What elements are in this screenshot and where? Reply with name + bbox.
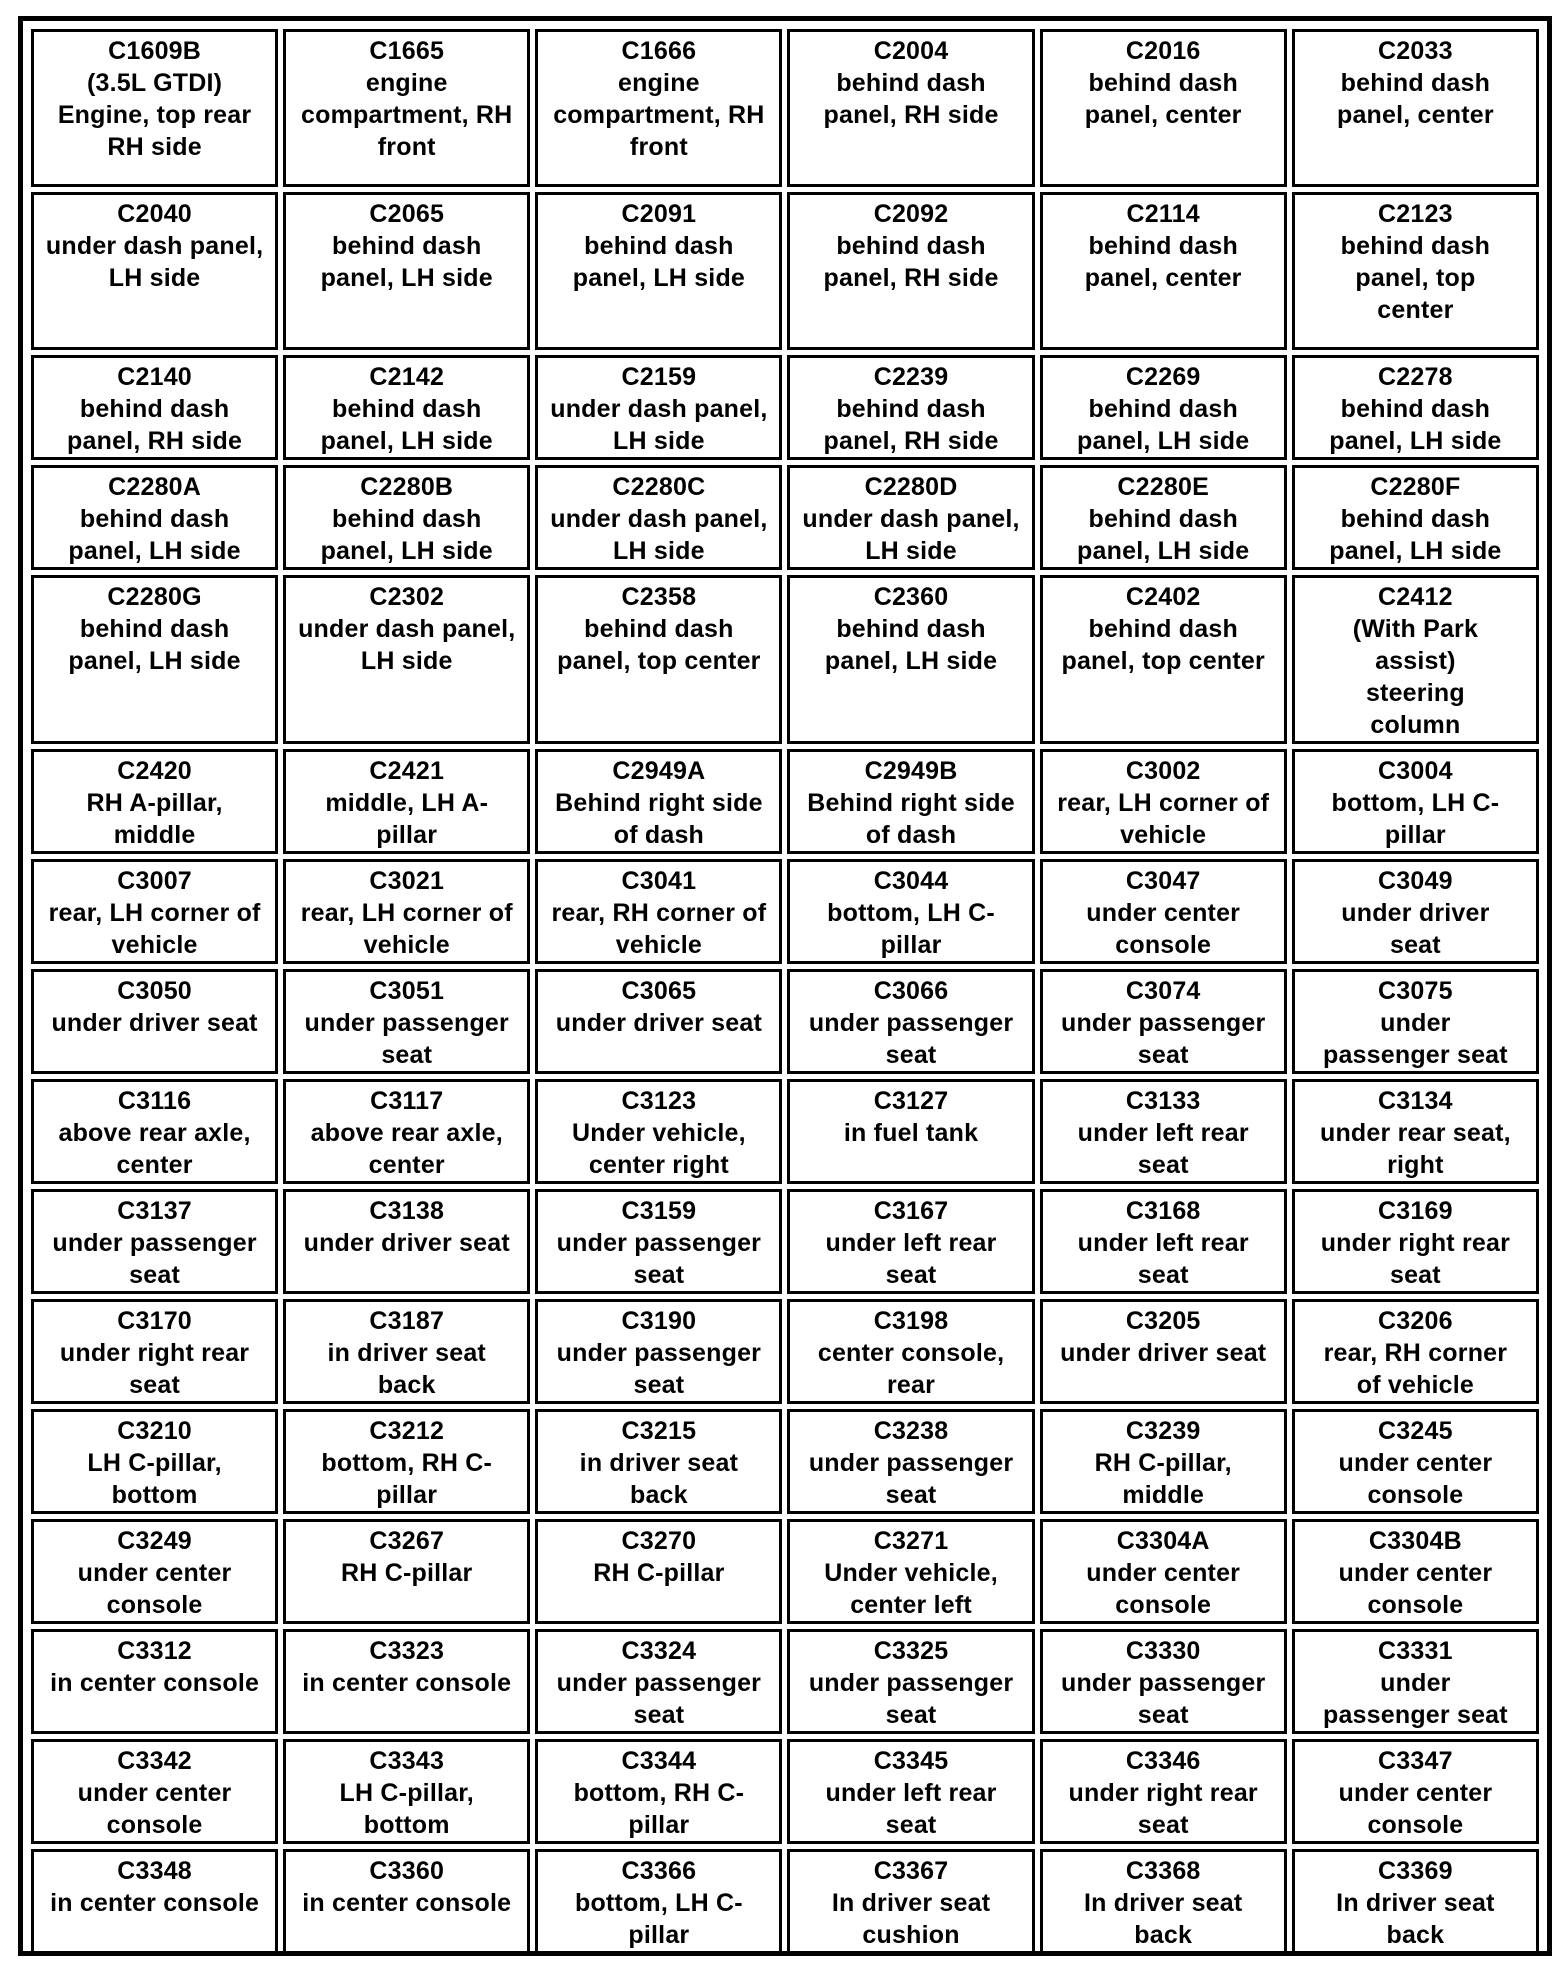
connector-location-text: C3239 RH C-pillar, middle xyxy=(1094,1417,1232,1509)
connector-cell xyxy=(535,859,782,964)
connector-cell xyxy=(1040,575,1287,744)
connector-cell xyxy=(1292,465,1539,570)
connector-cell xyxy=(787,192,1034,350)
connector-row xyxy=(31,355,1539,460)
connector-cell xyxy=(283,749,530,854)
connector-location-text: C3215 in driver seat back xyxy=(579,1417,739,1509)
connector-location-text: C3324 under passenger seat xyxy=(556,1637,762,1729)
connector-location-text: C2004 behind dash panel, RH side xyxy=(823,37,999,129)
connector-cell xyxy=(283,1189,530,1294)
connector-cell xyxy=(283,575,530,744)
connector-location-text: C3323 in center console xyxy=(302,1637,512,1697)
connector-row xyxy=(31,29,1539,187)
connector-cell xyxy=(1292,192,1539,350)
connector-cell xyxy=(1292,969,1539,1074)
connector-location-text: C3074 under passenger seat xyxy=(1060,977,1266,1069)
connector-cell xyxy=(31,1629,278,1734)
connector-location-text: C3190 under passenger seat xyxy=(556,1307,762,1399)
connector-cell xyxy=(31,969,278,1074)
connector-cell xyxy=(1292,859,1539,964)
connector-location-text: C2421 middle, LH A- pillar xyxy=(325,757,489,849)
connector-location-text: C2949B Behind right side of dash xyxy=(807,757,1015,849)
connector-row xyxy=(31,749,1539,854)
connector-cell xyxy=(535,1189,782,1294)
connector-cell xyxy=(1040,1629,1287,1734)
connector-location-text: C3238 under passenger seat xyxy=(808,1417,1014,1509)
connector-location-text: C2159 under dash panel, LH side xyxy=(550,363,768,455)
connector-cell xyxy=(787,1409,1034,1514)
connector-cell xyxy=(1292,29,1539,187)
connector-location-text: C3075 under passenger seat xyxy=(1322,977,1508,1069)
connector-location-text: C3348 in center console xyxy=(50,1857,260,1917)
connector-location-text: C3312 in center console xyxy=(50,1637,260,1697)
connector-cell xyxy=(787,749,1034,854)
connector-location-text: C3249 under center console xyxy=(77,1527,232,1619)
connector-row xyxy=(31,1739,1539,1844)
connector-location-text: C2091 behind dash panel, LH side xyxy=(572,200,746,292)
connector-location-text: C2142 behind dash panel, LH side xyxy=(320,363,493,455)
connector-location-text: C2114 behind dash panel, center xyxy=(1084,200,1242,292)
connector-location-text: C2040 under dash panel, LH side xyxy=(45,200,264,292)
connector-location-text: C3007 rear, LH corner of vehicle xyxy=(48,867,261,959)
connector-location-text: C3159 under passenger seat xyxy=(556,1197,762,1289)
connector-location-text: C3342 under center console xyxy=(77,1747,232,1839)
connector-location-text: C2412 (With Park assist) steering column xyxy=(1352,583,1479,739)
connector-location-text: C3047 under center console xyxy=(1086,867,1241,959)
connector-location-text: C3065 under driver seat xyxy=(555,977,763,1037)
connector-location-text: C3127 in fuel tank xyxy=(843,1087,979,1147)
connector-location-text: C3066 under passenger seat xyxy=(808,977,1014,1069)
connector-cell xyxy=(31,575,278,744)
connector-location-text: C2269 behind dash panel, LH side xyxy=(1077,363,1250,455)
connector-location-text: C2016 behind dash panel, center xyxy=(1084,37,1242,129)
connector-location-text: C3210 LH C-pillar, bottom xyxy=(87,1417,222,1509)
connector-cell xyxy=(283,1629,530,1734)
connector-cell xyxy=(31,1849,278,1954)
connector-location-text: C3304A under center console xyxy=(1086,1527,1241,1619)
connector-cell xyxy=(1040,29,1287,187)
connector-cell xyxy=(31,1409,278,1514)
connector-location-text: C2065 behind dash panel, LH side xyxy=(320,200,493,292)
connector-cell xyxy=(1292,1519,1539,1624)
connector-location-text: C3346 under right rear seat xyxy=(1068,1747,1258,1839)
connector-cell xyxy=(283,1079,530,1184)
connector-location-text: C3205 under driver seat xyxy=(1060,1307,1267,1367)
connector-location-text: C3021 rear, LH corner of vehicle xyxy=(300,867,513,959)
connector-location-text: C3368 In driver seat back xyxy=(1083,1857,1243,1949)
connector-location-text: C2280F behind dash panel, LH side xyxy=(1329,473,1502,565)
connector-location-text: C1665 engine compartment, RH front xyxy=(301,37,513,161)
connector-location-text: C3117 above rear axle, center xyxy=(310,1087,503,1179)
connector-row xyxy=(31,1519,1539,1624)
connector-location-text: C3134 under rear seat, right xyxy=(1319,1087,1511,1179)
connector-cell xyxy=(535,1299,782,1404)
connector-location-text: C3245 under center console xyxy=(1338,1417,1493,1509)
connector-location-text: C3198 center console, rear xyxy=(817,1307,1005,1399)
connector-location-text: C3138 under driver seat xyxy=(303,1197,510,1257)
connector-location-text: C3169 under right rear seat xyxy=(1320,1197,1511,1289)
connector-cell xyxy=(1292,1849,1539,1954)
connector-location-text: C3137 under passenger seat xyxy=(52,1197,257,1289)
connector-cell xyxy=(535,1629,782,1734)
connector-cell xyxy=(1292,1409,1539,1514)
connector-location-text: C2280D under dash panel, LH side xyxy=(802,473,1020,565)
connector-cell xyxy=(535,1519,782,1624)
connector-row xyxy=(31,1079,1539,1184)
connector-cell xyxy=(787,859,1034,964)
connector-cell xyxy=(283,969,530,1074)
connector-location-text: C1666 engine compartment, RH front xyxy=(553,37,765,161)
connector-location-text: C3041 rear, RH corner of vehicle xyxy=(551,867,767,959)
connector-cell xyxy=(787,1629,1034,1734)
connector-location-text: C3360 in center console xyxy=(302,1857,512,1917)
connector-cell xyxy=(1040,355,1287,460)
connector-location-text: C3212 bottom, RH C- pillar xyxy=(321,1417,493,1509)
connector-cell xyxy=(283,1849,530,1954)
connector-location-text: C3330 under passenger seat xyxy=(1060,1637,1266,1729)
connector-location-text: C3049 under driver seat xyxy=(1341,867,1490,959)
connector-cell xyxy=(1292,1189,1539,1294)
connector-location-text: C3343 LH C-pillar, bottom xyxy=(339,1747,474,1839)
connector-location-text: C3168 under left rear seat xyxy=(1077,1197,1249,1289)
connector-location-text: C3051 under passenger seat xyxy=(304,977,509,1069)
connector-cell xyxy=(1040,1519,1287,1624)
connector-location-text: C3116 above rear axle, center xyxy=(58,1087,251,1179)
connector-row xyxy=(31,1299,1539,1404)
connector-location-text: C3366 bottom, LH C- pillar xyxy=(574,1857,743,1949)
connector-cell xyxy=(535,1849,782,1954)
connector-cell xyxy=(31,1299,278,1404)
connector-location-text: C3133 under left rear seat xyxy=(1077,1087,1249,1179)
connector-cell xyxy=(787,1079,1034,1184)
connector-location-text: C3187 in driver seat back xyxy=(327,1307,486,1399)
connector-location-text: C2280G behind dash panel, LH side xyxy=(68,583,241,675)
connector-cell xyxy=(31,1079,278,1184)
connector-cell xyxy=(1040,1409,1287,1514)
connector-cell xyxy=(787,29,1034,187)
connector-location-text: C2280A behind dash panel, LH side xyxy=(68,473,241,565)
connector-location-text: C3367 In driver seat cushion xyxy=(831,1857,991,1949)
connector-location-text: C3331 under passenger seat xyxy=(1322,1637,1508,1729)
connector-cell xyxy=(1292,1739,1539,1844)
connector-cell xyxy=(787,969,1034,1074)
connector-cell xyxy=(31,1519,278,1624)
connector-cell xyxy=(1040,859,1287,964)
connector-location-text: C3044 bottom, LH C- pillar xyxy=(827,867,995,959)
connector-row xyxy=(31,465,1539,570)
connector-cell xyxy=(1040,749,1287,854)
connector-cell xyxy=(1040,1189,1287,1294)
connector-location-text: C2358 behind dash panel, top center xyxy=(557,583,761,675)
connector-row xyxy=(31,1629,1539,1734)
connector-cell xyxy=(31,29,278,187)
connector-cell xyxy=(31,749,278,854)
connector-cell xyxy=(31,192,278,350)
connector-location-text: C3004 bottom, LH C- pillar xyxy=(1331,757,1500,849)
connector-cell xyxy=(535,575,782,744)
connector-cell xyxy=(535,192,782,350)
connector-cell xyxy=(1040,1299,1287,1404)
connector-location-text: C3271 Under vehicle, center left xyxy=(824,1527,998,1619)
connector-location-text: C2302 under dash panel, LH side xyxy=(298,583,516,675)
connector-location-text: C2278 behind dash panel, LH side xyxy=(1329,363,1502,455)
connector-cell xyxy=(1292,1299,1539,1404)
connector-cell xyxy=(283,1409,530,1514)
connector-cell xyxy=(283,29,530,187)
connector-location-text: C2420 RH A-pillar, middle xyxy=(86,757,223,849)
connector-cell xyxy=(283,1299,530,1404)
connector-grid-body xyxy=(31,29,1539,1954)
connector-location-table xyxy=(26,24,1544,1959)
connector-location-text: C3325 under passenger seat xyxy=(808,1637,1014,1729)
connector-cell xyxy=(31,1739,278,1844)
connector-cell xyxy=(787,575,1034,744)
connector-cell xyxy=(1292,1079,1539,1184)
connector-cell xyxy=(31,1189,278,1294)
connector-cell xyxy=(283,465,530,570)
connector-location-text: C3170 under right rear seat xyxy=(59,1307,250,1399)
connector-cell xyxy=(535,29,782,187)
connector-cell xyxy=(535,1739,782,1844)
connector-cell xyxy=(535,465,782,570)
connector-cell xyxy=(31,355,278,460)
connector-location-text: C3167 under left rear seat xyxy=(825,1197,997,1289)
connector-cell xyxy=(535,749,782,854)
connector-location-text: C3344 bottom, RH C- pillar xyxy=(573,1747,745,1839)
connector-cell xyxy=(283,1739,530,1844)
connector-cell xyxy=(1040,969,1287,1074)
connector-location-text: C3206 rear, RH corner of vehicle xyxy=(1323,1307,1508,1399)
connector-location-text: C2360 behind dash panel, LH side xyxy=(824,583,998,675)
connector-location-text: C2280C under dash panel, LH side xyxy=(550,473,768,565)
connector-cell xyxy=(1292,1629,1539,1734)
connector-cell xyxy=(31,859,278,964)
connector-cell xyxy=(535,1409,782,1514)
connector-row xyxy=(31,1409,1539,1514)
connector-row xyxy=(31,1189,1539,1294)
connector-row xyxy=(31,575,1539,744)
connector-cell xyxy=(31,465,278,570)
connector-location-text: C3002 rear, LH corner of vehicle xyxy=(1057,757,1270,849)
connector-location-text: C3050 under driver seat xyxy=(51,977,258,1037)
connector-cell xyxy=(283,1519,530,1624)
connector-row xyxy=(31,859,1539,964)
connector-cell xyxy=(1040,1079,1287,1184)
connector-cell xyxy=(535,1079,782,1184)
connector-cell xyxy=(283,192,530,350)
connector-location-text: C2123 behind dash panel, top center xyxy=(1340,200,1491,324)
connector-location-text: C3369 In driver seat back xyxy=(1336,1857,1495,1949)
connector-location-text: C3345 under left rear seat xyxy=(825,1747,997,1839)
connector-cell xyxy=(787,1189,1034,1294)
connector-location-text: C2092 behind dash panel, RH side xyxy=(823,200,999,292)
connector-location-sheet xyxy=(18,16,1552,1956)
connector-location-text: C3347 under center console xyxy=(1338,1747,1493,1839)
connector-location-text: C2280E behind dash panel, LH side xyxy=(1077,473,1250,565)
connector-location-text: C1609B (3.5L GTDI) Engine, top rear RH side xyxy=(57,37,252,161)
connector-cell xyxy=(787,1849,1034,1954)
connector-cell xyxy=(787,1299,1034,1404)
connector-cell xyxy=(535,969,782,1074)
connector-location-text: C3123 Under vehicle, center right xyxy=(572,1087,746,1179)
connector-location-text: C3270 RH C-pillar xyxy=(593,1527,725,1587)
connector-cell xyxy=(535,355,782,460)
connector-location-text: C3267 RH C-pillar xyxy=(341,1527,473,1587)
connector-location-text: C2280B behind dash panel, LH side xyxy=(320,473,493,565)
connector-location-text: C2949A Behind right side of dash xyxy=(555,757,763,849)
connector-cell xyxy=(1040,1739,1287,1844)
connector-cell xyxy=(1040,1849,1287,1954)
connector-cell xyxy=(1292,575,1539,744)
connector-cell xyxy=(787,1519,1034,1624)
connector-location-text: C3304B under center console xyxy=(1338,1527,1493,1619)
connector-row xyxy=(31,1849,1539,1954)
connector-cell xyxy=(787,465,1034,570)
connector-cell xyxy=(283,355,530,460)
connector-cell xyxy=(1040,192,1287,350)
connector-location-text: C2140 behind dash panel, RH side xyxy=(67,363,243,455)
connector-location-text: C2402 behind dash panel, top center xyxy=(1061,583,1265,675)
connector-cell xyxy=(787,355,1034,460)
connector-cell xyxy=(787,1739,1034,1844)
connector-cell xyxy=(1292,749,1539,854)
connector-location-text: C2239 behind dash panel, RH side xyxy=(823,363,999,455)
connector-cell xyxy=(1292,355,1539,460)
connector-cell xyxy=(1040,465,1287,570)
connector-row xyxy=(31,969,1539,1074)
connector-row xyxy=(31,192,1539,350)
connector-cell xyxy=(283,859,530,964)
connector-location-text: C2033 behind dash panel, center xyxy=(1336,37,1494,129)
